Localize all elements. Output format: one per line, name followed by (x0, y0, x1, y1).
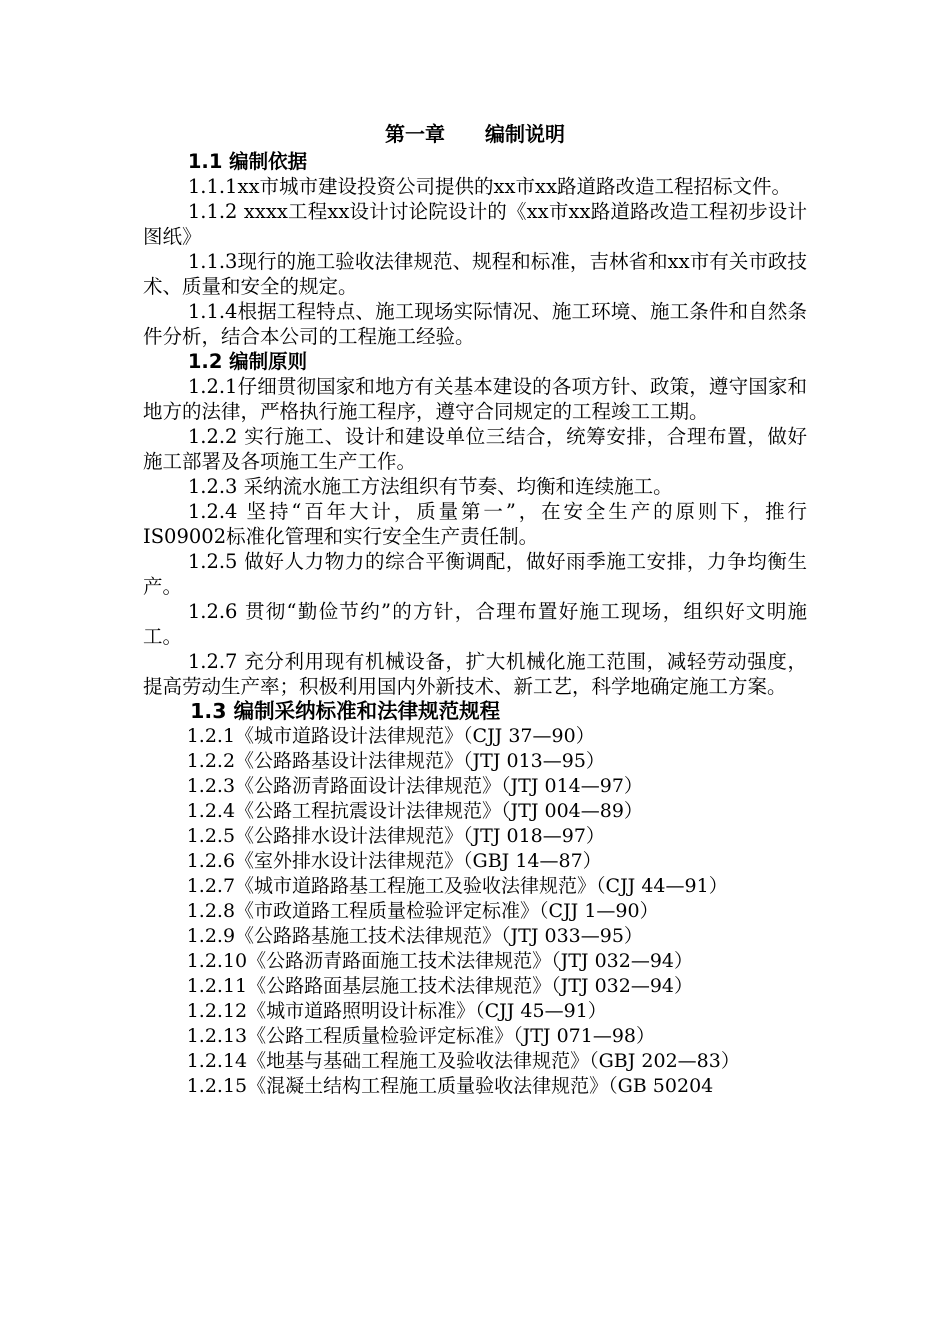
reference-item: 1.2.2《公路路基设计法律规范》（JTJ 013—95） (186, 750, 605, 772)
reference-item: 1.2.12《城市道路照明设计标准》（CJJ 45—91） (186, 1000, 607, 1022)
reference-item: 1.2.10《公路沥青路面施工技术法律规范》（JTJ 032—94） (186, 950, 694, 972)
reference-item: 1.2.8《市政道路工程质量检验评定标准》（CJJ 1—90） (186, 900, 659, 922)
paragraph: 1.1.3现行的施工验收法律规范、规程和标准，吉林省和xx市有关市政技术、质量和安全的规定。 (143, 250, 807, 298)
reference-item: 1.2.13《公路工程质量检验评定标准》（JTJ 071—98） (186, 1025, 656, 1047)
paragraph: 1.1.1xx市城市建设投资公司提供的xx市xx路道路改造工程招标文件。 (187, 175, 791, 198)
paragraph: 1.2.5 做好人力物力的综合平衡调配，做好雨季施工安排，力争均衡生产。 (143, 550, 807, 598)
reference-item: 1.2.1《城市道路设计法律规范》（CJJ 37—90） (186, 725, 595, 747)
reference-item: 1.2.4《公路工程抗震设计法律规范》（JTJ 004—89） (186, 800, 643, 822)
section-heading-principles: 1.2 编制原则 (187, 350, 308, 373)
reference-item: 1.2.11《公路路面基层施工技术法律规范》（JTJ 032—94） (186, 975, 694, 997)
paragraph: 1.1.2 xxxx工程xx设计讨论院设计的《xx市xx路道路改造工程初步设计图纸》 (143, 200, 807, 248)
reference-item: 1.2.6《室外排水设计法律规范》（GBJ 14—87） (186, 850, 602, 872)
document-page (143, 120, 807, 1099)
paragraph: 1.2.3 采纳流水施工方法组织有节奏、均衡和连续施工。 (187, 475, 673, 498)
paragraph: 1.2.7 充分利用现有机械设备，扩大机械化施工范围，减轻劳动强度，提高劳动生产率；积极利用国内外新技术、新工艺，科学地确定施工方案。 (143, 650, 807, 698)
paragraph: 1.2.4 坚持“百年大计，质量第一”，在安全生产的原则下，推行IS09002标准化管理和实行安全生产责任制。 (143, 500, 807, 548)
reference-item: 1.2.3《公路沥青路面设计法律规范》（JTJ 014—97） (186, 775, 643, 797)
section-heading-basis: 1.1 编制依据 (187, 150, 308, 173)
paragraph: 1.2.2 实行施工、设计和建设单位三结合，统筹安排，合理布置，做好施工部署及各项施工生产工作。 (143, 425, 807, 473)
reference-item: 1.2.7《城市道路路基工程施工及验收法律规范》（CJJ 44—91） (186, 875, 728, 897)
paragraph: 1.1.4根据工程特点、施工现场实际情况、施工环境、施工条件和自然条件分析，结合本公司的工程施工经验。 (143, 300, 807, 348)
paragraph: 1.2.1仔细贯彻国家和地方有关基本建设的各项方针、政策，遵守国家和地方的法律，严格执行施工程序，遵守合同规定的工程竣工工期。 (143, 375, 807, 423)
section-heading-standards: 1.3 编制采纳标准和法律规范规程 (190, 699, 501, 723)
reference-item: 1.2.5《公路排水设计法律规范》（JTJ 018—97） (186, 825, 605, 847)
chapter-title: 第一章 编制说明 (385, 122, 565, 146)
reference-item: 1.2.15《混凝土结构工程施工质量验收法律规范》（GB 50204 (186, 1075, 714, 1097)
reference-item: 1.2.9《公路路基施工技术法律规范》（JTJ 033—95） (186, 925, 643, 947)
reference-item: 1.2.14《地基与基础工程施工及验收法律规范》（GBJ 202—83） (186, 1050, 740, 1072)
paragraph: 1.2.6 贯彻“勤俭节约”的方针，合理布置好施工现场，组织好文明施工。 (143, 600, 807, 648)
